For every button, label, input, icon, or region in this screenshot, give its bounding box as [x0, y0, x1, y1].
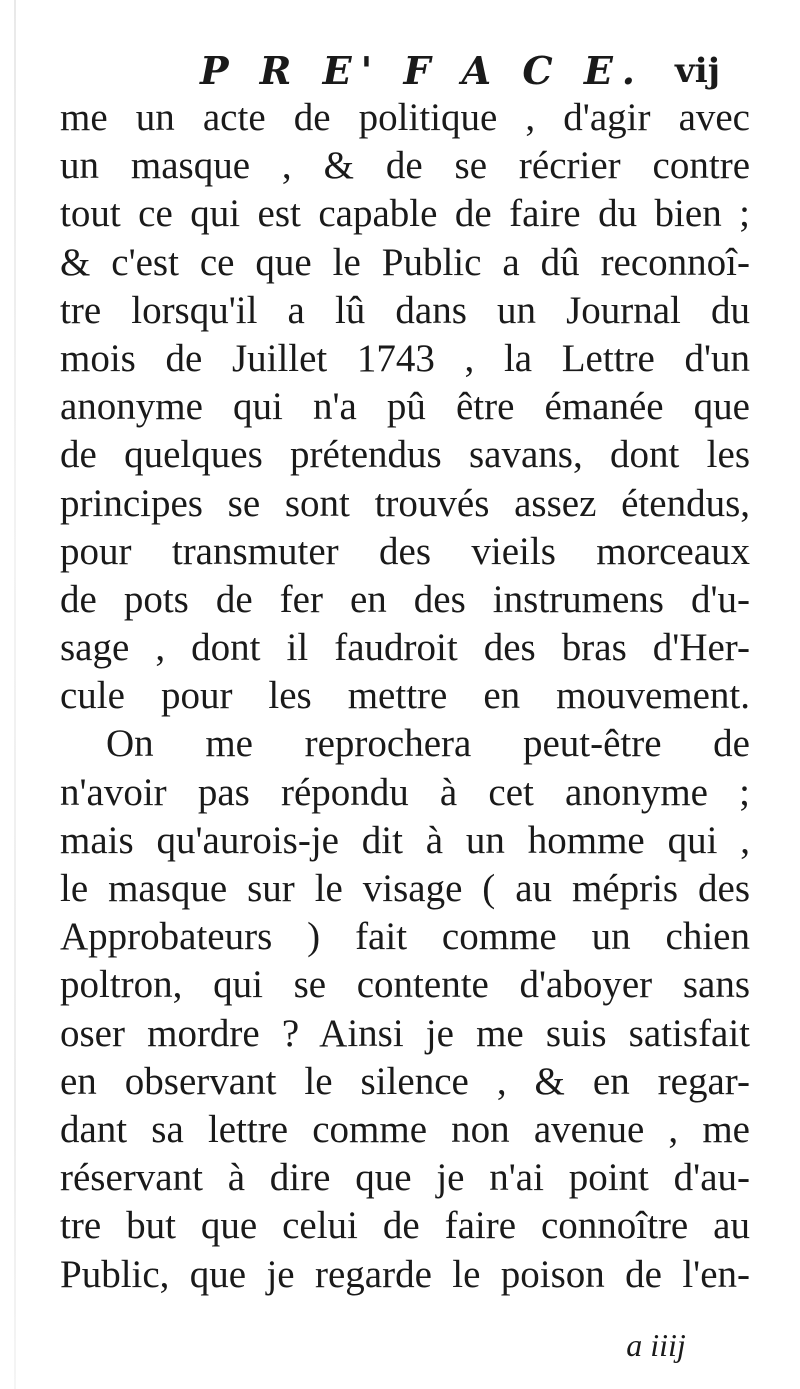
text-line: dant sa lettre comme non avenue , me — [60, 1107, 750, 1151]
text-line: oser mordre ? Ainsi je me suis satisfait — [60, 1011, 750, 1055]
text-line: en observant le silence , & en regar- — [60, 1059, 750, 1103]
text-line: le masque sur le visage ( au mépris des — [60, 867, 750, 910]
text-line: anonyme qui n'a pû être émanée que — [60, 385, 750, 429]
text-line: de pots de fer en des instrumens d'u- — [60, 577, 750, 621]
signature-mark — [596, 1320, 716, 1370]
body-text — [60, 94, 750, 1299]
running-title: P R E' F A C E. — [200, 48, 645, 93]
text-line: mais qu'aurois-je dit à un homme qui , — [60, 818, 750, 862]
text-line: de quelques prétendus savans, dont les — [60, 433, 750, 477]
text-line: poltron, qui se contente d'aboyer sans — [60, 963, 750, 1007]
text-line: cule pour les mettre en mouvement. — [60, 674, 750, 718]
text-line: tre lorsqu'il a lû dans un Journal du — [60, 288, 750, 332]
text-line: tout ce qui est capable de faire du bien ; — [60, 192, 750, 236]
text-line: n'avoir pas répondu à cet anonyme ; — [60, 770, 750, 814]
text-line: principes se sont trouvés assez étendus, — [60, 481, 750, 525]
text-line: & c'est ce que le Public a dû reconnoî- — [60, 240, 750, 284]
text-line: pour transmuter des vieils morceaux — [60, 529, 750, 573]
text-line: mois de Juillet 1743 , la Lettre d'un — [60, 336, 750, 380]
text-line: réservant à dire que je n'ai point d'au- — [60, 1156, 750, 1200]
text-line: un masque , & de se récrier contre — [60, 144, 750, 188]
page-number: vij — [675, 51, 720, 91]
signature-text: a iiij — [626, 1327, 686, 1363]
running-header — [200, 46, 720, 96]
text-line: me un acte de politique , d'agir avec — [60, 96, 750, 139]
text-line: Public, que je regarde le poison de l'en- — [60, 1252, 750, 1296]
text-line: Approbateurs ) fait comme un chien — [60, 915, 750, 959]
text-line: sage , dont il faudroit des bras d'Her- — [60, 626, 750, 670]
text-line-paragraph-start: On me reprochera peut-être de — [106, 722, 750, 766]
page-edge — [14, 0, 16, 1389]
text-line: tre but que celui de faire connoître au — [60, 1204, 750, 1248]
